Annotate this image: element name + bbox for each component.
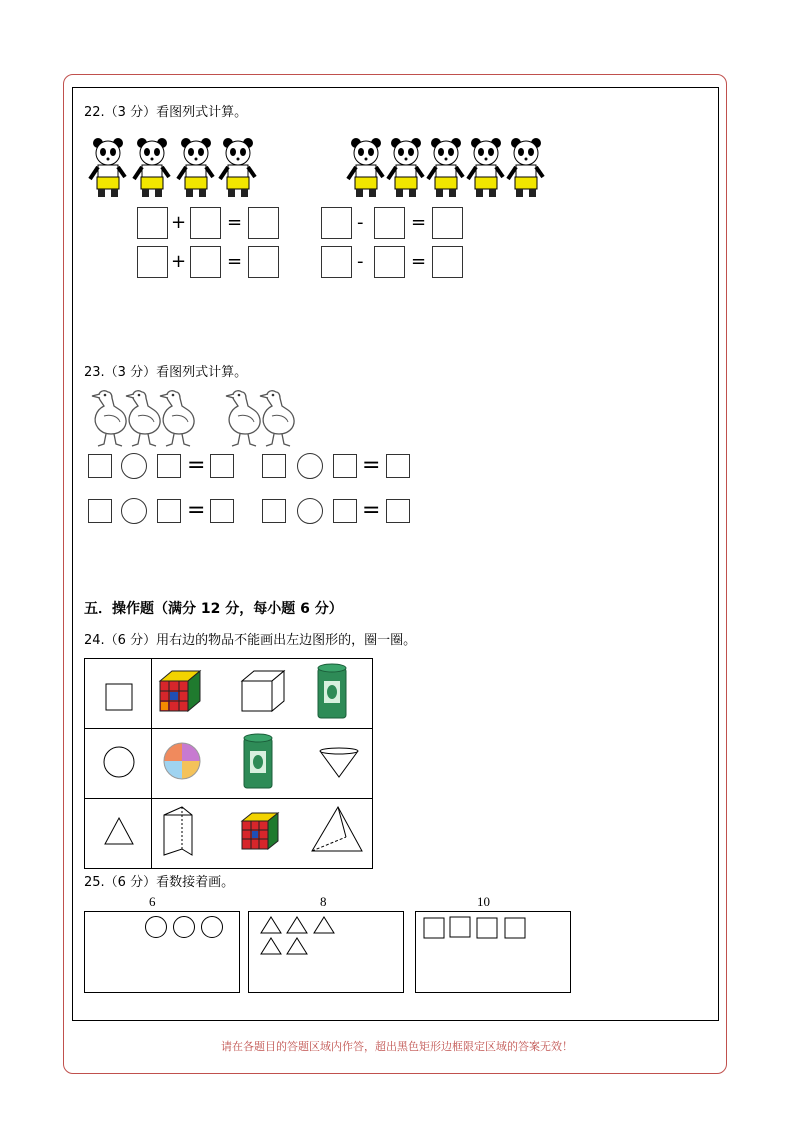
operator-circle[interactable] (121, 498, 147, 524)
green-can-icon[interactable] (244, 734, 272, 788)
answer-box[interactable] (374, 246, 405, 278)
drawing-box[interactable] (415, 911, 571, 993)
triangle-icon (261, 917, 281, 933)
square-icon (477, 918, 497, 938)
pandas-group-right (346, 135, 556, 201)
question-22-title: 22.（3 分）看图列式计算。 (84, 105, 248, 120)
cone-icon[interactable] (320, 748, 358, 777)
equals-sign: = (362, 453, 381, 478)
answer-box[interactable] (262, 454, 286, 478)
triangle-icon (261, 938, 281, 954)
number-label: 6 (149, 894, 156, 909)
drawing-box[interactable] (248, 911, 404, 993)
number-label: 10 (477, 894, 490, 909)
panda-icon (388, 138, 423, 197)
shape-cell (85, 729, 152, 799)
triangular-pyramid-icon[interactable] (312, 807, 362, 851)
circle-icon (146, 917, 167, 938)
geese-group (88, 386, 298, 450)
equals-sign: = (411, 251, 427, 272)
operator-circle[interactable] (297, 453, 323, 479)
cube-icon[interactable] (242, 671, 284, 711)
panda-icon (134, 138, 169, 197)
answer-box[interactable] (386, 454, 410, 478)
circle-icon (85, 729, 151, 794)
answer-box[interactable] (190, 246, 221, 278)
goose-icon (260, 391, 294, 446)
minus-sign: - (357, 212, 364, 233)
shape-cell (85, 799, 152, 869)
answer-box[interactable] (88, 454, 112, 478)
equals-sign: = (187, 498, 206, 523)
circle-icon (174, 917, 195, 938)
answer-box[interactable] (210, 454, 234, 478)
answer-box[interactable] (321, 246, 352, 278)
triangle-icon (287, 938, 307, 954)
answer-box[interactable] (321, 207, 352, 239)
table-row (85, 659, 373, 729)
answer-box[interactable] (157, 499, 181, 523)
answer-box[interactable] (137, 207, 168, 239)
table-row (85, 799, 373, 869)
answer-box[interactable] (210, 499, 234, 523)
answer-box[interactable] (137, 246, 168, 278)
answer-box[interactable] (333, 454, 357, 478)
square-icon (424, 918, 444, 938)
goose-icon (92, 391, 126, 446)
rubiks-cube-icon[interactable] (160, 671, 200, 711)
objects-cell (152, 729, 373, 799)
panda-icon (428, 138, 463, 197)
shape-object-table (84, 658, 373, 869)
answer-box[interactable] (88, 499, 112, 523)
section-5-title: 五．操作题（满分 12 分，每小题 6 分） (84, 601, 343, 617)
answer-box[interactable] (248, 246, 279, 278)
shape-cell (85, 659, 152, 729)
footer-notice: 请在各题目的答题区域内作答，超出黑色矩形边框限定区域的答案无效！ (221, 1040, 573, 1053)
plus-sign: + (171, 251, 187, 272)
rubiks-cube-icon[interactable] (242, 813, 278, 849)
answer-box[interactable] (374, 207, 405, 239)
number-label: 8 (320, 894, 327, 909)
question-24-title: 24.（6 分）用右边的物品不能画出左边图形的，圈一圈。 (84, 633, 417, 648)
panda-icon (90, 138, 125, 197)
table-row (85, 729, 373, 799)
answer-box[interactable] (432, 246, 463, 278)
answer-box[interactable] (333, 499, 357, 523)
answer-box[interactable] (248, 207, 279, 239)
goose-icon (160, 391, 194, 446)
panda-icon (508, 138, 543, 197)
answer-box[interactable] (432, 207, 463, 239)
drawing-box[interactable] (84, 911, 240, 993)
equals-sign: = (187, 453, 206, 478)
question-25-title: 25.（6 分）看数接着画。 (84, 875, 235, 890)
answer-box[interactable] (157, 454, 181, 478)
triangular-prism-icon[interactable] (164, 807, 192, 855)
answer-box[interactable] (386, 499, 410, 523)
objects-cell (152, 659, 373, 729)
panda-icon (348, 138, 383, 197)
operator-circle[interactable] (121, 453, 147, 479)
equals-sign: = (227, 212, 243, 233)
beach-ball-icon[interactable] (164, 743, 200, 779)
panda-icon (468, 138, 503, 197)
answer-box[interactable] (262, 499, 286, 523)
equals-sign: = (362, 498, 381, 523)
pandas-group-left (88, 135, 268, 201)
panda-icon (178, 138, 213, 197)
minus-sign: - (357, 251, 364, 272)
goose-icon (126, 391, 160, 446)
panda-icon (220, 138, 255, 197)
answer-box[interactable] (190, 207, 221, 239)
square-icon (450, 917, 470, 937)
objects-cell (152, 799, 373, 869)
triangle-icon (287, 917, 307, 933)
equals-sign: = (227, 251, 243, 272)
triangle-icon (314, 917, 334, 933)
circle-icon (202, 917, 223, 938)
green-can-icon[interactable] (318, 664, 346, 718)
operator-circle[interactable] (297, 498, 323, 524)
goose-icon (226, 391, 260, 446)
square-icon (85, 659, 151, 724)
square-icon (505, 918, 525, 938)
equals-sign: = (411, 212, 427, 233)
question-23-title: 23.（3 分）看图列式计算。 (84, 365, 248, 380)
triangle-icon (85, 799, 151, 864)
plus-sign: + (171, 212, 187, 233)
